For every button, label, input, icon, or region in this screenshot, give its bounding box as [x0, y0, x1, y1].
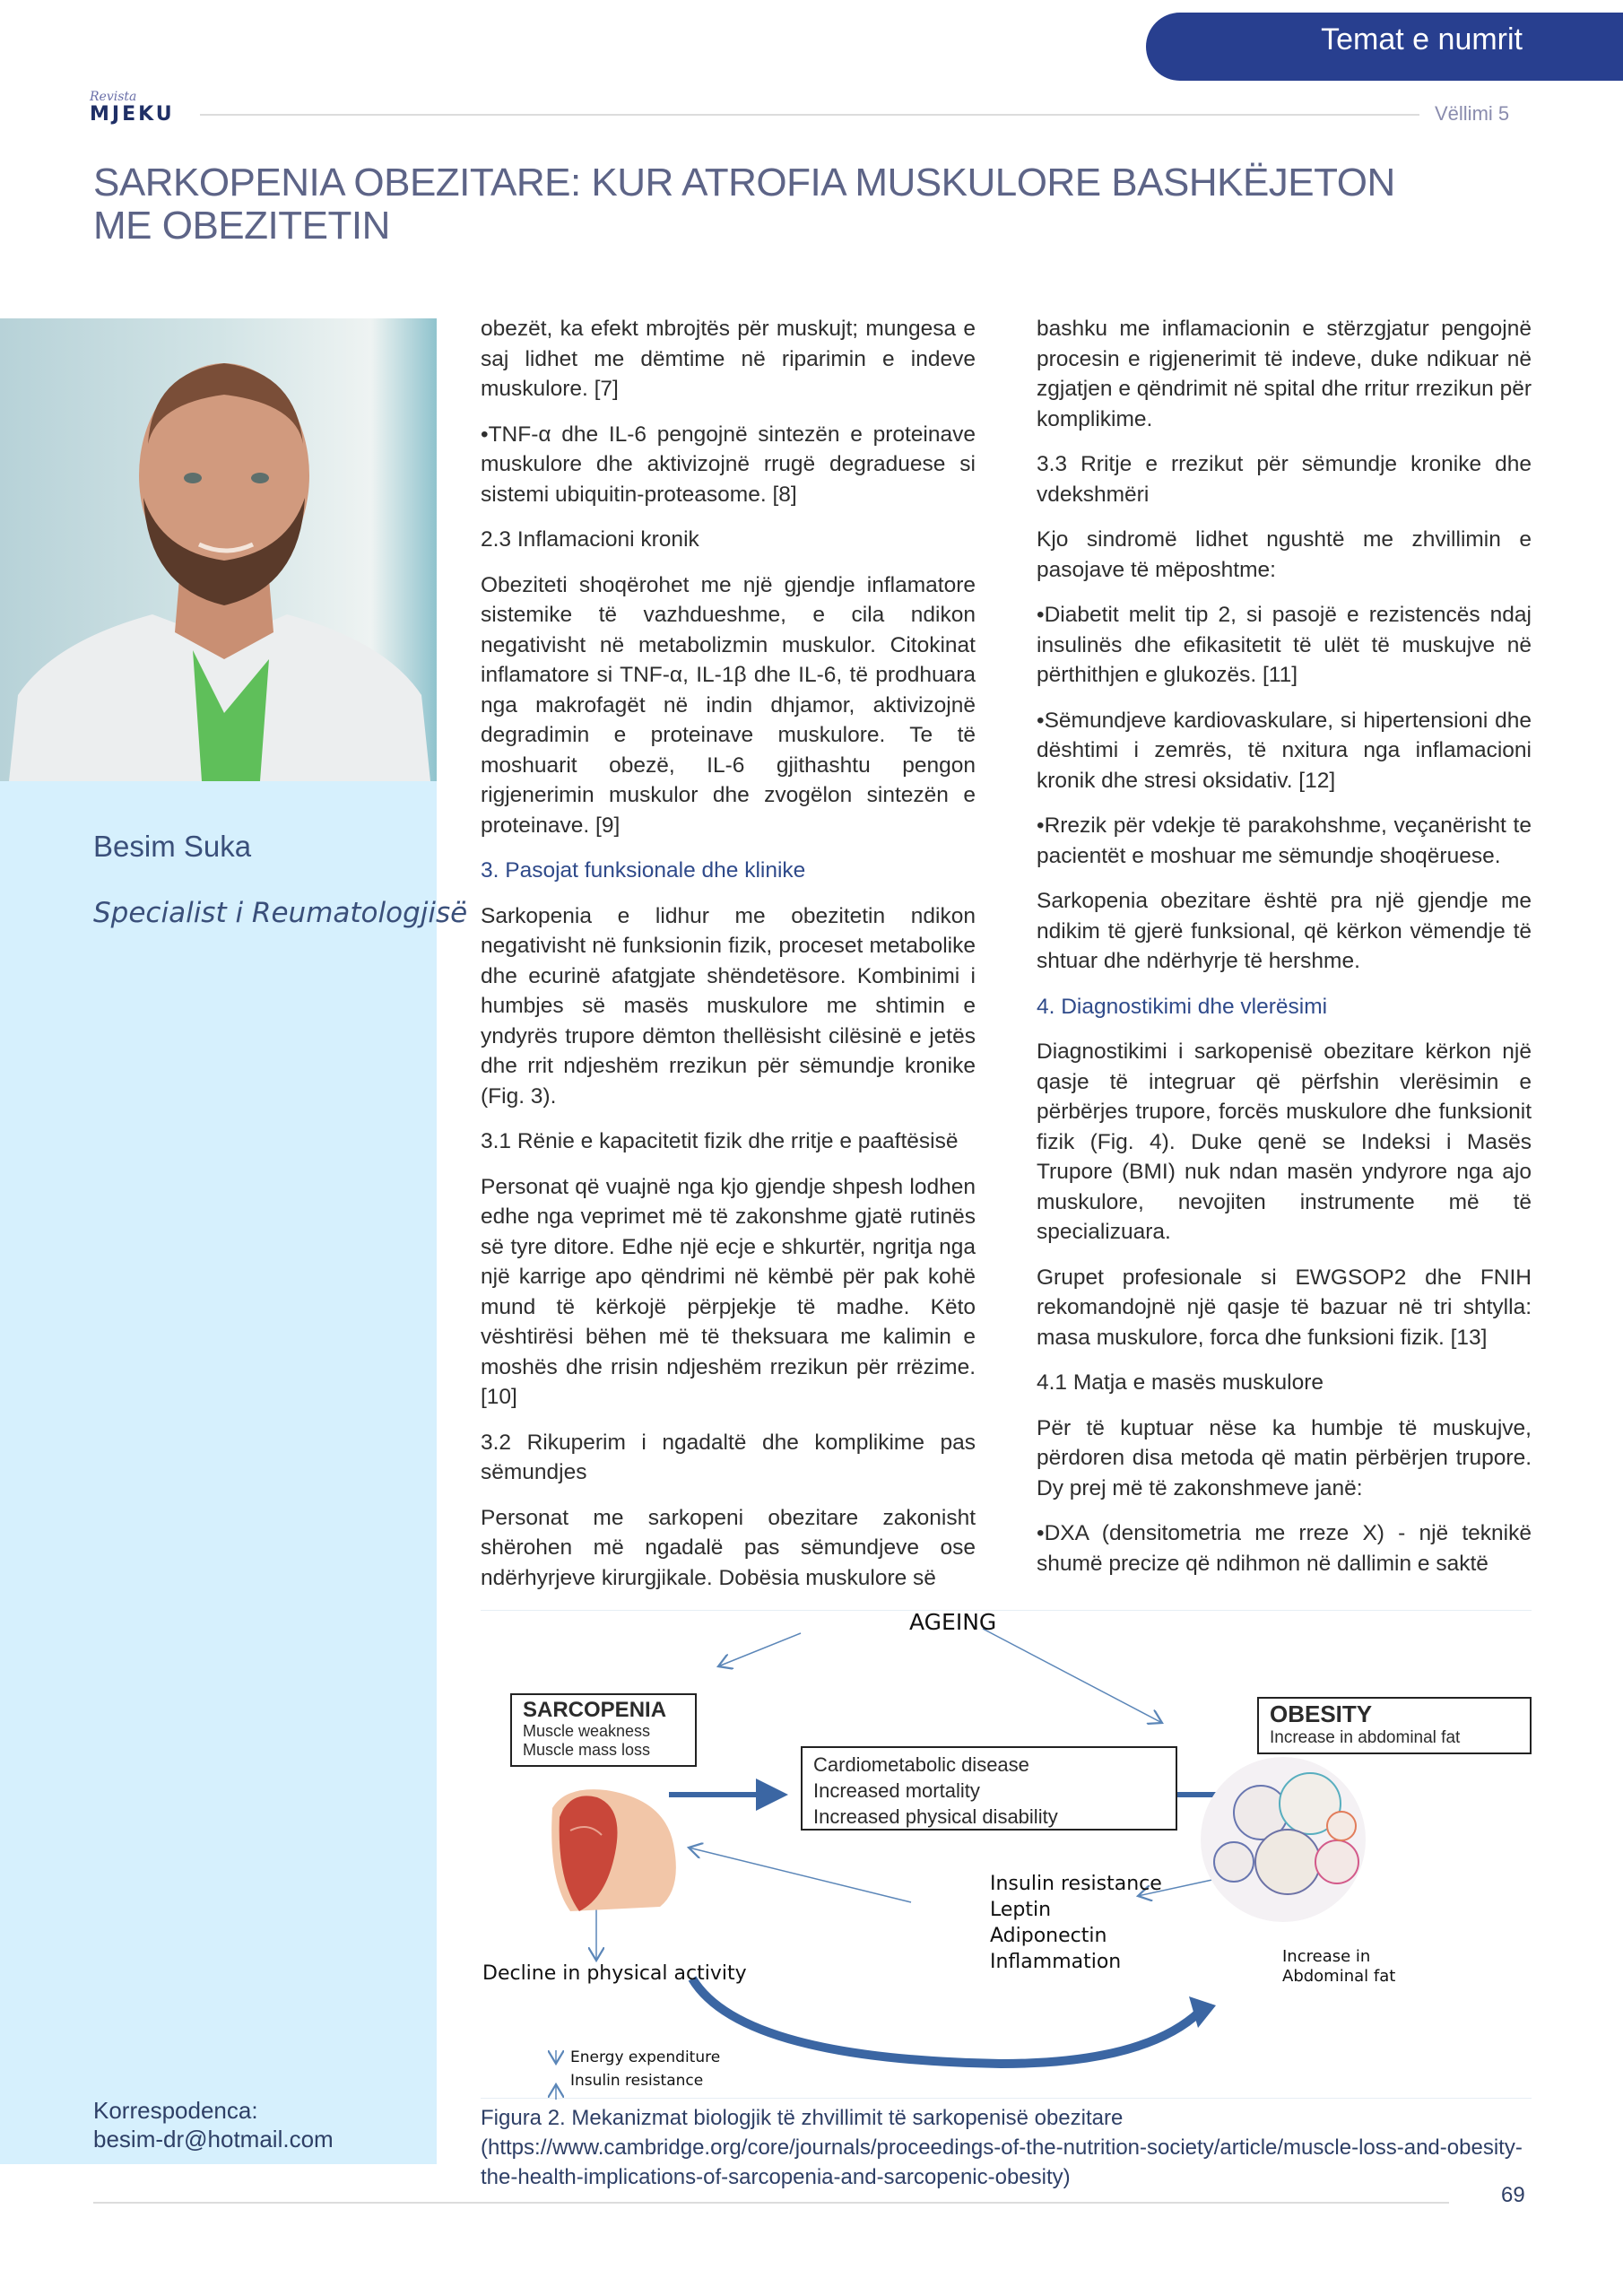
logo-mjeku: MJEKU — [90, 103, 175, 126]
journal-logo — [90, 90, 175, 126]
correspondence-label: Korrespodenca: — [93, 2097, 258, 2124]
logo-revista: Revista — [90, 90, 137, 104]
subheading: 3.1 Rënie e kapacitetit fizik dhe rritje e paaftësisë — [481, 1129, 959, 1153]
bullet-paragraph: •DXA (densitometria me rreze X) - një teknikë shumë precize që ndihmon në dallimin e saktë — [1037, 1521, 1532, 1576]
paragraph: Sarkopenia e lidhur me obezitetin ndikon negativisht në funksionin fizik, proceset metabolike dhe ecurinë afatgjate shëndetësore. Kombinimi i humbjes së masës muskulore me shtimin e yndyrës trupore dëmton thellësisht cilësinë e jetës dhe rrit ndjeshëm rrezikun për sëmundje kronike (Fig. 3). — [481, 903, 976, 1109]
paragraph: Për të kuptuar nëse ka humbje të muskujve, përdoren disa metoda që matin përbërjen trupore. Dy prej më të zakonshmeve janë: — [1037, 1415, 1532, 1500]
mediator-item: Insulin resistance — [990, 1873, 1162, 1895]
paragraph: Grupet profesionale si EWGSOP2 dhe FNIH rekomandojnë një qasje të bazuar në tri shtylla: masa muskulore, forca dhe funksioni fizik. [13] — [1037, 1265, 1532, 1350]
sarcopenia-box — [510, 1693, 697, 1767]
article-column-1 — [481, 314, 976, 1608]
outcome-item: Cardiometabolic disease — [813, 1753, 1029, 1776]
sarcopenia-title: SARCOPENIA — [523, 1698, 667, 1722]
subheading: 4.1 Matja e masës muskulore — [1037, 1370, 1324, 1395]
outcomes-box — [801, 1746, 1177, 1831]
subheading: 2.3 Inflamacioni kronik — [481, 527, 699, 552]
correspondence-email[interactable]: besim-dr@hotmail.com — [93, 2126, 334, 2152]
bullet-paragraph: •Rrezik për vdekje të parakohshme, veçanërisht te pacientët e moshuar me sëmundje shoqëruese. — [1037, 813, 1532, 868]
volume-label: Vëllimi 5 — [1435, 102, 1510, 125]
subheading: 3.3 Rritje e rrezikut për sëmundje kronike dhe vdekshmëri — [1037, 452, 1532, 507]
author-title: Specialist i Reumatologjisë — [93, 897, 468, 929]
ageing-label: AGEING — [909, 1609, 997, 1635]
mediator-item: Adiponectin — [990, 1925, 1107, 1947]
paragraph: obezët, ka efekt mbrojtës për muskujt; mungesa e saj lidhet me dëmtime në riparimin e indeve muskulore. [7] — [481, 317, 976, 401]
increase-fat-label — [1282, 1947, 1395, 1987]
footer-divider — [93, 2202, 1449, 2204]
bullet-paragraph: •TNF-α dhe IL-6 pengojnë sintezën e proteinave muskulore dhe aktivizojnë rrugë degraduese si sistemi ubiquitin-proteasome. [8] — [481, 422, 976, 507]
subheading: 3.2 Rikuperim i ngadaltë dhe komplikime pas sëmundjes — [481, 1430, 976, 1484]
mediator-item: Leptin — [990, 1899, 1052, 1921]
header-divider — [200, 114, 1419, 116]
author-photo — [0, 318, 437, 781]
section-heading: 3. Pasojat funksionale dhe klinike — [481, 858, 806, 883]
paragraph: Personat me sarkopeni obezitare zakonisht shërohen më ngadalë pas sëmundjeve ose ndërhyrjeve kirurgjikale. Dobësia muskulore së — [481, 1505, 976, 1590]
section-heading: 4. Diagnostikimi dhe vlerësimi — [1037, 994, 1328, 1019]
decline-label: Decline in physical activity — [482, 1962, 747, 1985]
energy-label: Energy expenditure — [570, 2048, 721, 2066]
article-column-2 — [1037, 314, 1532, 1594]
increase-fat-line: Abdominal fat — [1282, 1967, 1396, 1986]
obesity-line: Increase in abdominal fat — [1270, 1728, 1461, 1747]
section-tab: Temat e numrit — [1146, 13, 1623, 81]
muscle-illustration — [551, 1789, 676, 1911]
bullet-paragraph: •Sëmundjeve kardiovaskulare, si hipertensioni dhe dështimi i zemrës, të nxitura nga inflamacioni kronik dhe stresi oksidativ. [12] — [1037, 708, 1532, 793]
mediator-item: Inflammation — [990, 1951, 1122, 1973]
paragraph: Diagnostikimi i sarkopenisë obezitare kërkon një qasje të integruar që përfshin vlerësimin e përbërjes trupore, forcës muskulore dhe funksionit fizik (Fig. 4). Duke qenë se Indeksi i Masës Trupore (BMI) nuk ndan masën yndyrore nga ajo muskulore, nevojiten instrumente më të specializuara. — [1037, 1039, 1532, 1244]
paragraph: bashku me inflamacionin e stërzgjatur pengojnë procesin e rigjenerimit të indeve, duke ndikuar në zgjatjen e qëndrimit në spital dhe rritur rrezikun për komplikime. — [1037, 317, 1532, 431]
adipose-tissue-illustration — [1201, 1757, 1366, 1922]
diagram-arrows — [481, 1611, 1532, 2100]
outcome-item: Increased physical disability — [813, 1805, 1058, 1828]
figure-caption: Figura 2. Mekanizmat biologjik të zhvillimit të sarkopenisë obezitare (https://www.cambridge.org/core/journals/proceedings-of-the-nutrition-society/article/muscle-loss-and-obesity-the-health-implications-of-sarcopenia-and-sarcopenic-obesity) — [481, 2106, 1523, 2189]
portrait-image-icon — [0, 318, 437, 781]
bullet-paragraph: •Diabetit melit tip 2, si pasojë e rezistencës ndaj insulinës dhe efikasitetit të ulët të muskujve në përthithjen e glukozës. [11] — [1037, 603, 1532, 687]
paragraph: Kjo sindromë lidhet ngushtë me zhvillimin e pasojave të mëposhtme: — [1037, 527, 1532, 582]
mediators-list — [990, 1871, 1162, 1975]
paragraph: Personat që vuajnë nga kjo gjendje shpesh lodhen edhe nga veprimet më të zakonshme gjatë rutinës së tyre ditore. Edhe një ecje e shkurtër, ngritja nga një karrige apo qëndrimi në këmbë për pak kohë mund të kërkojë përpjekje të madhe. Këto vështirësi bëhen më të theksuara me kalimin e moshës dhe rrisin ndjeshëm rrezikun për rrëzime. [10] — [481, 1174, 976, 1409]
outcome-item: Increased mortality — [813, 1779, 980, 1802]
author-name: Besim Suka — [93, 830, 252, 863]
paragraph: Sarkopenia obezitare është pra një gjendje me ndikim të gjerë funksional, që kërkon vëmendje të shtuar dhe ndërhyrje të hershme. — [1037, 889, 1532, 973]
article-title: SARKOPENIA OBEZITARE: KUR ATROFIA MUSKULORE BASHKËJETON ME OBEZITETIN — [93, 161, 1395, 248]
obesity-box — [1257, 1697, 1532, 1754]
sarcopenia-line: Muscle weakness — [523, 1722, 651, 1740]
increase-fat-line: Increase in — [1282, 1947, 1371, 1966]
figure-diagram — [481, 1610, 1532, 2099]
insulin-label: Insulin resistance — [570, 2072, 704, 2090]
sarcopenia-line: Muscle mass loss — [523, 1741, 651, 1759]
paragraph: Obeziteti shoqërohet me një gjendje inflamatore sistemike të vazhdueshme, e cila ndikon negativisht në metabolizmin muskulor. Citokinat inflamatore si TNF-α, IL-1β dhe IL-6, të prodhuara nga makrofagët në indin dhjamor, aktivizojnë degradimin e proteinave muskulore. Te të moshuarit obezë, IL-6 gjithashtu pengon rigjenerimin muskulor dhe zvogëlon sintezën e proteinave. [9] — [481, 572, 976, 838]
obesity-title: OBESITY — [1270, 1700, 1373, 1727]
page-number: 69 — [1501, 2183, 1525, 2207]
